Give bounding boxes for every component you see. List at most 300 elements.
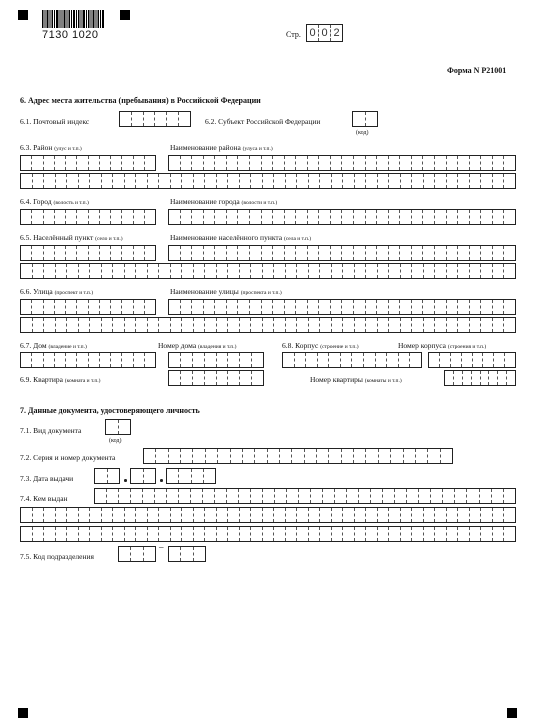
input-cell[interactable] (193, 371, 205, 385)
issue-year-field[interactable] (166, 468, 216, 484)
input-cell[interactable] (308, 300, 320, 314)
input-cell[interactable] (228, 174, 240, 188)
input-cell[interactable] (100, 300, 111, 314)
input-cell[interactable] (228, 527, 240, 541)
input-cell[interactable] (389, 156, 401, 170)
input-cell[interactable] (366, 449, 378, 463)
input-cell[interactable] (243, 449, 255, 463)
input-cell[interactable] (493, 156, 505, 170)
input-cell[interactable] (192, 156, 204, 170)
issued-by-field-row2[interactable] (20, 507, 516, 523)
input-cell[interactable] (287, 489, 299, 503)
input-cell[interactable] (169, 449, 181, 463)
input-cell[interactable] (67, 174, 79, 188)
input-cell[interactable] (204, 300, 216, 314)
input-cell[interactable] (493, 246, 505, 260)
input-cell[interactable] (181, 449, 193, 463)
input-cell[interactable] (227, 300, 239, 314)
input-cell[interactable] (191, 489, 203, 503)
input-cell[interactable] (203, 489, 215, 503)
input-cell[interactable] (343, 174, 355, 188)
input-cell[interactable] (332, 527, 344, 541)
input-cell[interactable] (33, 508, 45, 522)
input-cell[interactable] (458, 264, 470, 278)
input-cell[interactable] (192, 210, 204, 224)
input-cell[interactable] (66, 210, 77, 224)
input-cell[interactable] (66, 353, 77, 367)
input-cell[interactable] (424, 508, 436, 522)
input-cell[interactable] (343, 527, 355, 541)
input-cell[interactable] (507, 371, 516, 385)
input-cell[interactable] (90, 174, 102, 188)
input-cell[interactable] (250, 300, 262, 314)
street-name-field-row2[interactable] (20, 317, 516, 333)
input-cell[interactable] (263, 264, 275, 278)
input-cell[interactable] (262, 246, 274, 260)
input-cell[interactable] (389, 318, 401, 332)
input-cell[interactable] (366, 527, 378, 541)
input-cell[interactable] (505, 353, 516, 367)
input-cell[interactable] (424, 264, 436, 278)
input-cell[interactable] (423, 156, 435, 170)
input-cell[interactable] (412, 156, 424, 170)
input-cell[interactable] (331, 210, 343, 224)
input-cell[interactable] (21, 174, 33, 188)
input-cell[interactable] (504, 508, 516, 522)
series-number-field[interactable] (143, 448, 453, 464)
input-cell[interactable] (473, 353, 484, 367)
input-cell[interactable] (308, 246, 320, 260)
input-cell[interactable] (412, 527, 424, 541)
input-cell[interactable] (320, 318, 332, 332)
input-cell[interactable] (412, 300, 424, 314)
input-cell[interactable] (67, 318, 79, 332)
input-cell[interactable] (297, 318, 309, 332)
input-cell[interactable] (329, 449, 341, 463)
input-cell[interactable] (122, 246, 133, 260)
input-cell[interactable] (435, 508, 447, 522)
input-cell[interactable] (481, 264, 493, 278)
input-cell[interactable] (182, 527, 194, 541)
input-cell[interactable] (182, 318, 194, 332)
input-cell[interactable] (424, 174, 436, 188)
input-cell[interactable] (67, 527, 79, 541)
input-cell[interactable] (274, 527, 286, 541)
input-cell[interactable] (292, 449, 304, 463)
input-cell[interactable] (32, 156, 43, 170)
input-cell[interactable] (240, 174, 252, 188)
input-cell[interactable] (412, 210, 424, 224)
input-cell[interactable] (458, 174, 470, 188)
input-cell[interactable] (90, 527, 102, 541)
input-cell[interactable] (262, 300, 274, 314)
input-cell[interactable] (131, 469, 144, 483)
input-cell[interactable] (56, 174, 68, 188)
input-cell[interactable] (77, 246, 88, 260)
input-cell[interactable] (377, 246, 389, 260)
input-cell[interactable] (148, 174, 160, 188)
input-cell[interactable] (285, 300, 297, 314)
input-cell[interactable] (33, 318, 45, 332)
input-cell[interactable] (79, 264, 91, 278)
subject-code-field[interactable] (352, 111, 378, 127)
input-cell[interactable] (136, 264, 148, 278)
input-cell[interactable] (273, 300, 285, 314)
input-cell[interactable] (119, 547, 131, 561)
input-cell[interactable] (412, 264, 424, 278)
doc-type-field[interactable] (105, 419, 131, 435)
input-cell[interactable] (21, 210, 32, 224)
input-cell[interactable] (343, 508, 355, 522)
input-cell[interactable] (204, 210, 216, 224)
input-cell[interactable] (366, 210, 378, 224)
input-cell[interactable] (320, 508, 332, 522)
input-cell[interactable] (134, 246, 145, 260)
input-cell[interactable] (238, 156, 250, 170)
input-cell[interactable] (33, 174, 45, 188)
input-cell[interactable] (205, 508, 217, 522)
input-cell[interactable] (252, 353, 264, 367)
input-cell[interactable] (167, 469, 179, 483)
input-cell[interactable] (144, 469, 157, 483)
input-cell[interactable] (470, 210, 482, 224)
input-cell[interactable] (111, 353, 122, 367)
input-cell[interactable] (263, 318, 275, 332)
input-cell[interactable] (217, 264, 229, 278)
input-cell[interactable] (108, 469, 121, 483)
input-cell[interactable] (21, 264, 33, 278)
input-cell[interactable] (21, 156, 32, 170)
input-cell[interactable] (179, 112, 191, 126)
input-cell[interactable] (404, 449, 416, 463)
input-cell[interactable] (113, 264, 125, 278)
input-cell[interactable] (107, 489, 119, 503)
input-cell[interactable] (217, 174, 229, 188)
input-cell[interactable] (275, 489, 287, 503)
input-cell[interactable] (286, 527, 298, 541)
input-cell[interactable] (355, 318, 367, 332)
input-cell[interactable] (283, 353, 295, 367)
input-cell[interactable] (194, 527, 206, 541)
input-cell[interactable] (447, 264, 459, 278)
input-cell[interactable] (44, 210, 55, 224)
input-cell[interactable] (155, 489, 167, 503)
input-cell[interactable] (240, 508, 252, 522)
input-cell[interactable] (493, 508, 505, 522)
input-cell[interactable] (181, 210, 193, 224)
input-cell[interactable] (171, 318, 183, 332)
input-cell[interactable] (355, 527, 367, 541)
input-cell[interactable] (55, 156, 66, 170)
input-cell[interactable] (217, 508, 229, 522)
input-cell[interactable] (458, 318, 470, 332)
input-cell[interactable] (181, 246, 193, 260)
house-number-field[interactable] (168, 352, 264, 368)
input-cell[interactable] (171, 508, 183, 522)
input-cell[interactable] (306, 353, 318, 367)
input-cell[interactable] (401, 318, 413, 332)
input-cell[interactable] (285, 246, 297, 260)
input-cell[interactable] (145, 210, 156, 224)
input-cell[interactable] (56, 318, 68, 332)
input-cell[interactable] (145, 353, 156, 367)
input-cell[interactable] (44, 156, 55, 170)
input-cell[interactable] (274, 264, 286, 278)
input-cell[interactable] (192, 469, 204, 483)
input-cell[interactable] (159, 264, 171, 278)
apartment-number-field[interactable] (444, 370, 516, 386)
input-cell[interactable] (366, 156, 378, 170)
input-cell[interactable] (354, 449, 366, 463)
input-cell[interactable] (492, 489, 504, 503)
input-cell[interactable] (44, 246, 55, 260)
input-cell[interactable] (366, 246, 378, 260)
input-cell[interactable] (412, 246, 424, 260)
input-cell[interactable] (400, 246, 412, 260)
input-cell[interactable] (250, 156, 262, 170)
settlement-field[interactable] (20, 245, 156, 261)
input-cell[interactable] (21, 508, 33, 522)
apartment-type-field[interactable] (168, 370, 264, 386)
input-cell[interactable] (435, 318, 447, 332)
input-cell[interactable] (215, 156, 227, 170)
input-cell[interactable] (33, 264, 45, 278)
input-cell[interactable] (419, 489, 431, 503)
input-cell[interactable] (238, 210, 250, 224)
input-cell[interactable] (169, 210, 181, 224)
input-cell[interactable] (215, 246, 227, 260)
input-cell[interactable] (136, 318, 148, 332)
input-cell[interactable] (215, 210, 227, 224)
input-cell[interactable] (134, 210, 145, 224)
input-cell[interactable] (504, 318, 516, 332)
input-cell[interactable] (159, 508, 171, 522)
input-cell[interactable] (401, 174, 413, 188)
input-cell[interactable] (366, 112, 379, 126)
input-cell[interactable] (389, 508, 401, 522)
input-cell[interactable] (44, 264, 56, 278)
issued-by-field-row3[interactable] (20, 526, 516, 542)
input-cell[interactable] (21, 246, 32, 260)
city-field[interactable] (20, 209, 156, 225)
input-cell[interactable] (366, 508, 378, 522)
input-cell[interactable] (355, 508, 367, 522)
input-cell[interactable] (342, 210, 354, 224)
input-cell[interactable] (113, 508, 125, 522)
input-cell[interactable] (435, 300, 447, 314)
input-cell[interactable] (205, 353, 217, 367)
input-cell[interactable] (309, 318, 321, 332)
input-cell[interactable] (323, 489, 335, 503)
input-cell[interactable] (296, 300, 308, 314)
input-cell[interactable] (416, 449, 428, 463)
input-cell[interactable] (286, 264, 298, 278)
input-cell[interactable] (447, 210, 459, 224)
input-cell[interactable] (445, 371, 454, 385)
input-cell[interactable] (125, 174, 137, 188)
input-cell[interactable] (470, 508, 482, 522)
input-cell[interactable] (435, 156, 447, 170)
input-cell[interactable] (332, 508, 344, 522)
input-cell[interactable] (90, 264, 102, 278)
input-cell[interactable] (89, 210, 100, 224)
input-cell[interactable] (320, 527, 332, 541)
input-cell[interactable] (251, 174, 263, 188)
subdivision-code-field-part2[interactable] (168, 546, 206, 562)
input-cell[interactable] (95, 469, 108, 483)
input-cell[interactable] (148, 264, 160, 278)
input-cell[interactable] (354, 210, 366, 224)
input-cell[interactable] (481, 210, 493, 224)
input-cell[interactable] (400, 210, 412, 224)
settlement-name-field[interactable] (168, 245, 516, 261)
input-cell[interactable] (366, 264, 378, 278)
input-cell[interactable] (308, 210, 320, 224)
input-cell[interactable] (391, 449, 403, 463)
input-cell[interactable] (447, 318, 459, 332)
input-cell[interactable] (389, 246, 401, 260)
input-cell[interactable] (379, 449, 391, 463)
input-cell[interactable] (489, 371, 498, 385)
input-cell[interactable] (169, 371, 181, 385)
input-cell[interactable] (44, 318, 56, 332)
input-cell[interactable] (204, 156, 216, 170)
input-cell[interactable] (111, 300, 122, 314)
street-field[interactable] (20, 299, 156, 315)
input-cell[interactable] (354, 300, 366, 314)
input-cell[interactable] (136, 174, 148, 188)
input-cell[interactable] (125, 264, 137, 278)
input-cell[interactable] (297, 527, 309, 541)
subdivision-code-field-part1[interactable] (118, 546, 156, 562)
input-cell[interactable] (389, 300, 401, 314)
input-cell[interactable] (493, 210, 505, 224)
input-cell[interactable] (443, 489, 455, 503)
input-cell[interactable] (493, 318, 505, 332)
input-cell[interactable] (378, 174, 390, 188)
postal-index-field[interactable] (119, 111, 191, 127)
input-cell[interactable] (441, 449, 453, 463)
input-cell[interactable] (378, 264, 390, 278)
input-cell[interactable] (412, 508, 424, 522)
input-cell[interactable] (318, 353, 330, 367)
input-cell[interactable] (171, 264, 183, 278)
input-cell[interactable] (240, 527, 252, 541)
district-field[interactable] (20, 155, 156, 171)
input-cell[interactable] (32, 246, 43, 260)
input-cell[interactable] (77, 156, 88, 170)
input-cell[interactable] (159, 318, 171, 332)
input-cell[interactable] (148, 508, 160, 522)
input-cell[interactable] (169, 353, 181, 367)
input-cell[interactable] (171, 174, 183, 188)
input-cell[interactable] (458, 246, 470, 260)
input-cell[interactable] (79, 174, 91, 188)
input-cell[interactable] (194, 174, 206, 188)
input-cell[interactable] (182, 264, 194, 278)
input-cell[interactable] (231, 449, 243, 463)
input-cell[interactable] (32, 353, 43, 367)
input-cell[interactable] (148, 527, 160, 541)
input-cell[interactable] (66, 246, 77, 260)
input-cell[interactable] (240, 318, 252, 332)
input-cell[interactable] (111, 156, 122, 170)
input-cell[interactable] (470, 300, 482, 314)
district-name-field-row2[interactable] (20, 173, 516, 189)
input-cell[interactable] (252, 371, 264, 385)
input-cell[interactable] (412, 318, 424, 332)
input-cell[interactable] (134, 156, 145, 170)
input-cell[interactable] (205, 264, 217, 278)
input-cell[interactable] (194, 264, 206, 278)
input-cell[interactable] (113, 174, 125, 188)
input-cell[interactable] (238, 246, 250, 260)
input-cell[interactable] (389, 527, 401, 541)
input-cell[interactable] (125, 527, 137, 541)
input-cell[interactable] (182, 174, 194, 188)
input-cell[interactable] (429, 353, 440, 367)
input-cell[interactable] (447, 508, 459, 522)
input-cell[interactable] (217, 371, 229, 385)
input-cell[interactable] (263, 174, 275, 188)
input-cell[interactable] (389, 210, 401, 224)
input-cell[interactable] (100, 156, 111, 170)
input-cell[interactable] (262, 210, 274, 224)
input-cell[interactable] (342, 246, 354, 260)
input-cell[interactable] (134, 353, 145, 367)
input-cell[interactable] (44, 353, 55, 367)
input-cell[interactable] (423, 246, 435, 260)
input-cell[interactable] (447, 246, 459, 260)
input-cell[interactable] (193, 449, 205, 463)
input-cell[interactable] (217, 353, 229, 367)
input-cell[interactable] (181, 353, 193, 367)
input-cell[interactable] (255, 449, 267, 463)
input-cell[interactable] (378, 318, 390, 332)
input-cell[interactable] (410, 353, 422, 367)
input-cell[interactable] (355, 174, 367, 188)
input-cell[interactable] (125, 318, 137, 332)
input-cell[interactable] (132, 112, 144, 126)
input-cell[interactable] (389, 174, 401, 188)
input-cell[interactable] (250, 246, 262, 260)
input-cell[interactable] (352, 353, 364, 367)
input-cell[interactable] (122, 300, 133, 314)
input-cell[interactable] (462, 353, 473, 367)
input-cell[interactable] (299, 489, 311, 503)
input-cell[interactable] (155, 112, 167, 126)
input-cell[interactable] (399, 353, 411, 367)
input-cell[interactable] (378, 527, 390, 541)
input-cell[interactable] (205, 318, 217, 332)
input-cell[interactable] (317, 449, 329, 463)
input-cell[interactable] (120, 112, 132, 126)
input-cell[interactable] (331, 156, 343, 170)
input-cell[interactable] (102, 527, 114, 541)
input-cell[interactable] (240, 353, 252, 367)
input-cell[interactable] (354, 246, 366, 260)
input-cell[interactable] (447, 174, 459, 188)
input-cell[interactable] (228, 508, 240, 522)
input-cell[interactable] (122, 353, 133, 367)
input-cell[interactable] (387, 353, 399, 367)
input-cell[interactable] (343, 318, 355, 332)
input-cell[interactable] (240, 371, 252, 385)
input-cell[interactable] (319, 300, 331, 314)
input-cell[interactable] (481, 508, 493, 522)
input-cell[interactable] (447, 300, 459, 314)
input-cell[interactable] (376, 353, 388, 367)
